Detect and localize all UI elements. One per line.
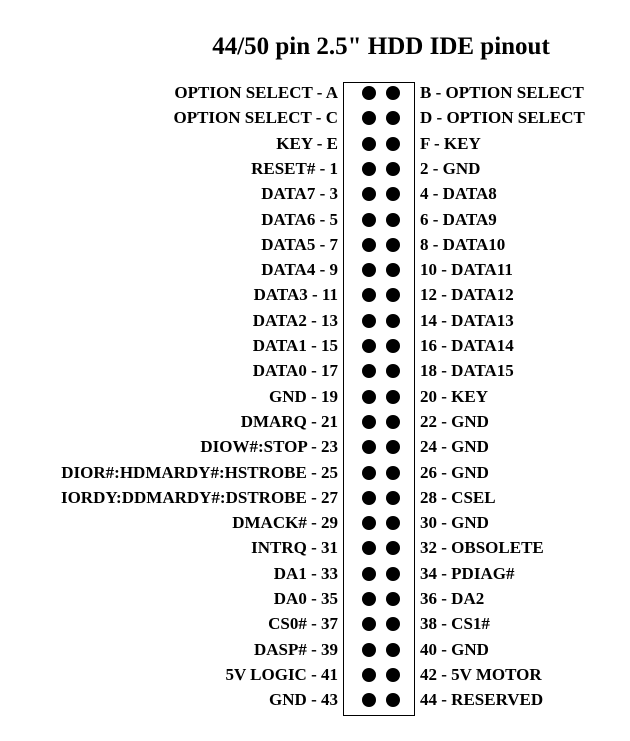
pin-dot-icon: [386, 592, 400, 606]
pin-label-right: 16 - DATA14: [420, 336, 514, 355]
pin-label-right: 18 - DATA15: [420, 361, 514, 381]
pin-label-right: 20 - KEY: [420, 386, 488, 406]
pin-dot-icon: [386, 213, 400, 227]
pin-label-left: IORDY:DDMARDY#:DSTROBE - 27: [60, 487, 338, 507]
pin-dot-icon: [362, 314, 376, 328]
pin-label-right: 8 - DATA10: [420, 234, 506, 254]
pin-row: [0, 232, 630, 258]
pin-label-right: 4 - DATA8: [420, 184, 497, 204]
pin-label-left: DIOR#:HDMARDY#:HSTROBE - 25: [61, 462, 338, 482]
pin-label-left: DATA5 - 7: [261, 234, 338, 254]
pin-label-left: DMARQ - 21: [240, 411, 338, 431]
pin-dot-icon: [362, 516, 376, 530]
pin-label-right: 44 - RESERVED: [420, 690, 544, 710]
pin-label-left: DATA4 - 9: [261, 260, 338, 280]
pin-dot-icon: [386, 466, 400, 480]
pin-row: [0, 662, 630, 688]
pin-dot-icon: [386, 162, 400, 176]
pin-label-right: 30 - GND: [420, 513, 489, 533]
pin-dot-icon: [362, 187, 376, 201]
pin-label-left: INTRQ - 31: [251, 538, 338, 558]
pin-row: [0, 282, 630, 308]
pin-label-right: 42 - 5V MOTOR: [420, 664, 542, 684]
pin-dot-icon: [362, 541, 376, 555]
pin-label-left: DATA6 - 5: [261, 209, 338, 229]
pin-row: [0, 257, 630, 283]
pin-row: [0, 409, 630, 435]
pin-dot-icon: [362, 111, 376, 125]
pin-row: [0, 687, 630, 713]
pin-dot-icon: [386, 390, 400, 404]
pin-dot-icon: [386, 238, 400, 252]
pin-dot-icon: [386, 86, 400, 100]
pin-label-right: 32 - OBSOLETE: [420, 538, 544, 558]
pin-dot-icon: [362, 617, 376, 631]
pin-dot-icon: [362, 339, 376, 353]
pin-dot-icon: [362, 288, 376, 302]
pin-label-right: B - OPTION SELECT: [420, 83, 584, 102]
pin-label-right: 2 - GND: [420, 158, 481, 178]
pin-dot-icon: [386, 541, 400, 555]
pin-row: [0, 637, 630, 663]
pin-dot-icon: [386, 263, 400, 277]
pin-row: [0, 485, 630, 511]
pin-label-right: 38 - CS1#: [420, 614, 490, 634]
pin-dot-icon: [362, 668, 376, 682]
pin-dot-icon: [362, 390, 376, 404]
pin-dot-icon: [362, 364, 376, 378]
pin-dot-icon: [362, 86, 376, 100]
pin-label-left: DATA3 - 11: [253, 285, 338, 305]
pin-dot-icon: [362, 567, 376, 581]
pin-label-left: KEY - E: [276, 133, 338, 153]
pin-label-right: 14 - DATA13: [420, 310, 514, 330]
pin-row: [0, 181, 630, 207]
pin-label-left: OPTION SELECT - A: [174, 83, 338, 102]
pin-dot-icon: [362, 213, 376, 227]
pin-dot-icon: [362, 466, 376, 480]
pin-label-right: 40 - GND: [420, 639, 489, 659]
pin-label-left: DMACK# - 29: [232, 513, 338, 533]
pin-label-left: DIOW#:STOP - 23: [200, 437, 338, 457]
pin-dot-icon: [386, 440, 400, 454]
pin-dot-icon: [386, 617, 400, 631]
pin-label-left: CS0# - 37: [268, 614, 338, 634]
pin-row: [0, 358, 630, 384]
pin-row: [0, 510, 630, 536]
pin-dot-icon: [386, 288, 400, 302]
pin-row: [0, 535, 630, 561]
diagram-title: 44/50 pin 2.5" HDD IDE pinout: [212, 33, 550, 60]
pin-dot-icon: [362, 137, 376, 151]
pin-row: [0, 207, 630, 233]
pin-dot-icon: [386, 693, 400, 707]
pin-dot-icon: [386, 137, 400, 151]
pin-dot-icon: [386, 491, 400, 505]
pin-label-left: DATA1 - 15: [252, 336, 338, 355]
pin-label-right: 10 - DATA11: [420, 260, 513, 280]
pin-dot-icon: [386, 314, 400, 328]
pin-dot-icon: [386, 668, 400, 682]
pin-label-right: 22 - GND: [420, 411, 489, 431]
pin-label-right: 28 - CSEL: [420, 487, 496, 507]
pin-label-right: 12 - DATA12: [420, 285, 514, 305]
pin-row: [0, 586, 630, 612]
pin-row: [0, 156, 630, 182]
pin-label-right: 6 - DATA9: [420, 209, 497, 229]
pin-dot-icon: [386, 643, 400, 657]
pin-label-right: 34 - PDIAG#: [420, 563, 515, 583]
pin-label-right: 26 - GND: [420, 462, 489, 482]
pin-dot-icon: [386, 364, 400, 378]
pin-dot-icon: [386, 415, 400, 429]
pin-label-left: GND - 43: [269, 690, 338, 710]
pin-dot-icon: [386, 111, 400, 125]
pin-label-right: D - OPTION SELECT: [420, 108, 585, 128]
pin-label-left: DA0 - 35: [273, 589, 338, 608]
pin-label-left: DA1 - 33: [273, 563, 338, 583]
pin-label-left: GND - 19: [269, 386, 338, 406]
pin-label-right: F - KEY: [420, 133, 481, 153]
pin-dot-icon: [362, 693, 376, 707]
pin-label-left: RESET# - 1: [251, 158, 338, 178]
pin-row: [0, 460, 630, 486]
pin-row: [0, 333, 630, 359]
pin-dot-icon: [362, 440, 376, 454]
pin-dot-icon: [362, 491, 376, 505]
pin-dot-icon: [362, 592, 376, 606]
pin-label-left: DATA7 - 3: [261, 184, 338, 204]
pin-row: [0, 131, 630, 157]
pin-row: [0, 434, 630, 460]
pin-row: [0, 105, 630, 131]
pin-dot-icon: [386, 187, 400, 201]
pin-label-left: OPTION SELECT - C: [173, 108, 338, 128]
pin-label-left: DATA2 - 13: [252, 310, 338, 330]
pin-row: [0, 308, 630, 334]
pin-dot-icon: [386, 339, 400, 353]
pin-row: [0, 80, 630, 106]
pin-dot-icon: [362, 415, 376, 429]
pin-dot-icon: [386, 516, 400, 530]
pin-label-left: DATA0 - 17: [252, 361, 338, 381]
pin-label-left: 5V LOGIC - 41: [225, 664, 338, 684]
pin-dot-icon: [362, 643, 376, 657]
pin-dot-icon: [362, 162, 376, 176]
pin-row: [0, 384, 630, 410]
pin-row: [0, 611, 630, 637]
pin-label-right: 24 - GND: [420, 437, 489, 457]
pin-row: [0, 561, 630, 587]
pin-dot-icon: [386, 567, 400, 581]
pin-dot-icon: [362, 263, 376, 277]
pin-label-right: 36 - DA2: [420, 589, 485, 608]
pin-label-left: DASP# - 39: [253, 639, 338, 659]
pin-dot-icon: [362, 238, 376, 252]
